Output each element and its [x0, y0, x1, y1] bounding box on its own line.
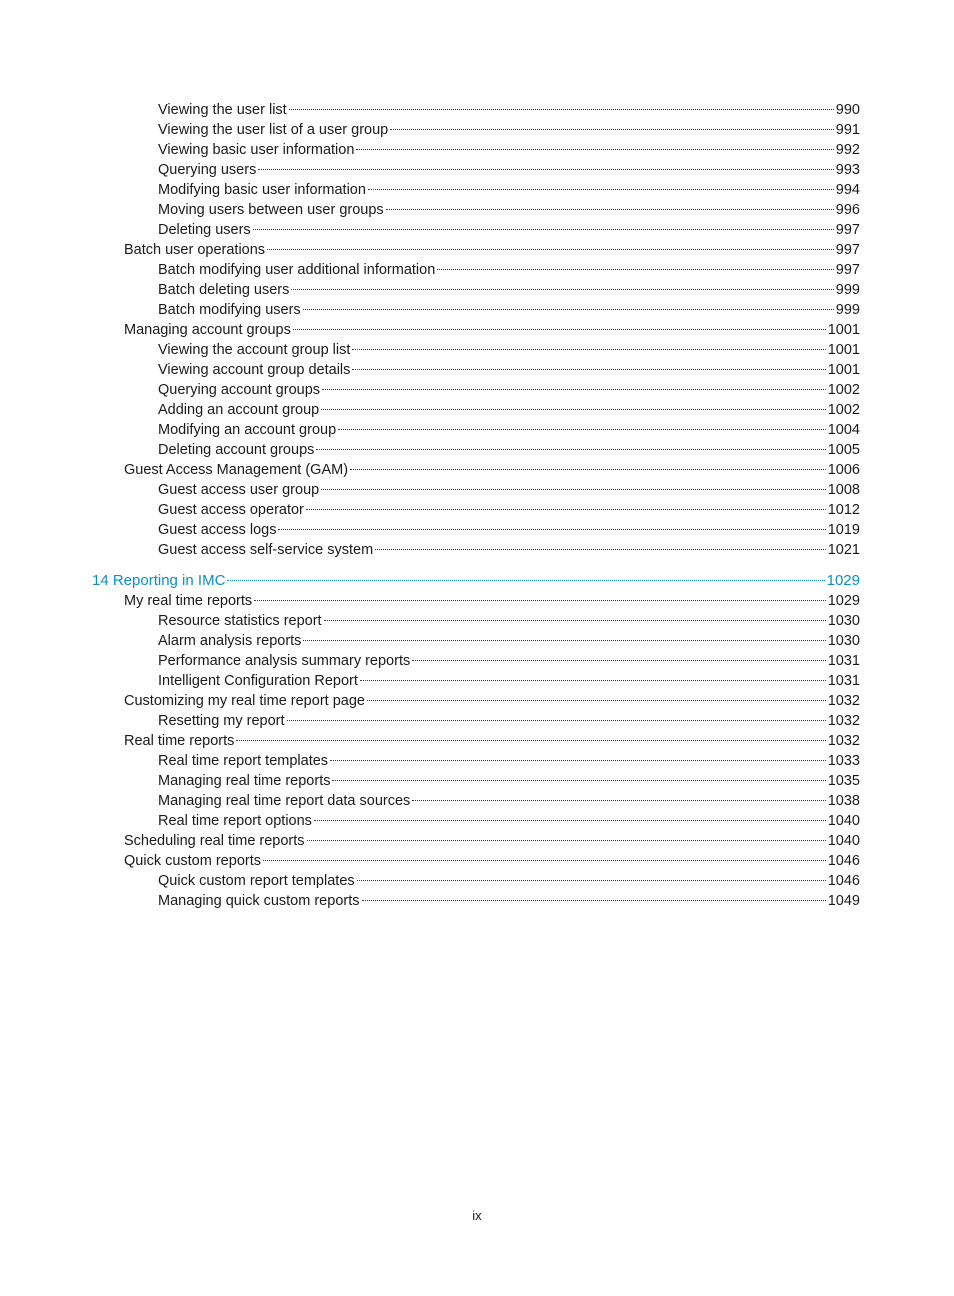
- toc-entry-title: Modifying basic user information: [158, 182, 366, 198]
- toc-entry-page-number: 997: [835, 262, 860, 278]
- toc-entry-title: Viewing basic user information: [158, 142, 355, 158]
- toc-dot-leader: [352, 349, 825, 350]
- toc-entry[interactable]: [0, 671, 954, 691]
- toc-entry[interactable]: [0, 280, 954, 300]
- toc-dot-leader: [338, 429, 826, 430]
- toc-entry[interactable]: [0, 731, 954, 751]
- toc-entry-page-number: 1032: [827, 733, 860, 749]
- toc-dot-leader: [258, 169, 833, 170]
- toc-dot-leader: [253, 229, 834, 230]
- toc-entry[interactable]: [0, 140, 954, 160]
- toc-entry[interactable]: [0, 400, 954, 420]
- toc-entry-title: Deleting users: [158, 222, 251, 238]
- toc-dot-leader: [390, 129, 834, 130]
- toc-dot-leader: [437, 269, 834, 270]
- toc-dot-leader: [303, 640, 825, 641]
- toc-entry-title: Querying users: [158, 162, 257, 178]
- toc-entry[interactable]: [0, 871, 954, 891]
- toc-dot-leader: [412, 660, 826, 661]
- toc-dot-leader: [287, 720, 826, 721]
- toc-dot-leader: [360, 680, 826, 681]
- toc-entry-title: 14 Reporting in IMC: [92, 572, 226, 589]
- toc-entry-page-number: 1031: [827, 653, 860, 669]
- toc-entry-page-number: 1001: [827, 362, 860, 378]
- toc-dot-leader: [375, 549, 826, 550]
- toc-dot-leader: [321, 489, 826, 490]
- toc-entry-title: Managing account groups: [124, 322, 291, 338]
- toc-entry[interactable]: [0, 771, 954, 791]
- toc-entry-page-number: 990: [835, 102, 860, 118]
- toc-entry-page-number: 1049: [827, 893, 860, 909]
- toc-dot-leader: [314, 820, 826, 821]
- toc-entry-page-number: 996: [835, 202, 860, 218]
- toc-dot-leader: [368, 189, 834, 190]
- toc-chapter-link[interactable]: [0, 570, 954, 591]
- toc-dot-leader: [330, 760, 826, 761]
- toc-dot-leader: [303, 309, 834, 310]
- toc-entry-page-number: 1001: [827, 322, 860, 338]
- toc-entry-page-number: 1046: [827, 853, 860, 869]
- toc-entry-page-number: 991: [835, 122, 860, 138]
- toc-dot-leader: [278, 529, 825, 530]
- toc-entry-page-number: 1032: [827, 693, 860, 709]
- toc-entry-title: Intelligent Configuration Report: [158, 673, 358, 689]
- toc-entry[interactable]: [0, 711, 954, 731]
- toc-entry-title: Customizing my real time report page: [124, 693, 365, 709]
- toc-entry[interactable]: [0, 340, 954, 360]
- toc-entry[interactable]: [0, 611, 954, 631]
- toc-entry[interactable]: [0, 651, 954, 671]
- toc-entry[interactable]: [0, 420, 954, 440]
- page-number: ix: [472, 1208, 482, 1223]
- table-of-contents: [0, 100, 954, 911]
- toc-entry-page-number: 1030: [827, 613, 860, 629]
- toc-entry-title: Moving users between user groups: [158, 202, 384, 218]
- toc-dot-leader: [386, 209, 834, 210]
- toc-entry[interactable]: [0, 811, 954, 831]
- toc-entry[interactable]: [0, 200, 954, 220]
- toc-entry[interactable]: [0, 520, 954, 540]
- toc-dot-leader: [289, 109, 834, 110]
- toc-entry-title: Batch modifying user additional information: [158, 262, 436, 278]
- toc-entry[interactable]: [0, 831, 954, 851]
- toc-entry-title: Managing quick custom reports: [158, 893, 360, 909]
- toc-entry-title: Modifying an account group: [158, 422, 337, 438]
- toc-entry[interactable]: [0, 180, 954, 200]
- toc-dot-leader: [412, 800, 825, 801]
- toc-dot-leader: [362, 900, 826, 901]
- toc-entry-page-number: 1002: [827, 382, 860, 398]
- toc-entry-title: Real time report options: [158, 813, 312, 829]
- toc-entry-title: Resetting my report: [158, 713, 285, 729]
- toc-dot-leader: [367, 700, 826, 701]
- toc-entry[interactable]: [0, 631, 954, 651]
- toc-entry[interactable]: [0, 851, 954, 871]
- toc-dot-leader: [254, 600, 826, 601]
- toc-entry[interactable]: [0, 500, 954, 520]
- toc-dot-leader: [321, 409, 825, 410]
- toc-entry-title: Guest access self-service system: [158, 542, 374, 558]
- toc-entry-page-number: 999: [835, 302, 860, 318]
- toc-entry-page-number: 1046: [827, 873, 860, 889]
- toc-entry[interactable]: [0, 460, 954, 480]
- toc-dot-leader: [306, 509, 826, 510]
- toc-dot-leader: [236, 740, 825, 741]
- toc-entry-title: Quick custom reports: [124, 853, 261, 869]
- toc-entry-page-number: 997: [835, 222, 860, 238]
- toc-entry[interactable]: [0, 380, 954, 400]
- toc-entry-page-number: 997: [835, 242, 860, 258]
- toc-dot-leader: [356, 149, 833, 150]
- toc-entry[interactable]: [0, 240, 954, 260]
- toc-dot-leader: [267, 249, 834, 250]
- toc-entry-page-number: 1008: [827, 482, 860, 498]
- toc-entry[interactable]: [0, 300, 954, 320]
- toc-entry[interactable]: [0, 220, 954, 240]
- toc-dot-leader: [352, 369, 825, 370]
- toc-entry[interactable]: [0, 360, 954, 380]
- toc-entry-title: Batch modifying users: [158, 302, 301, 318]
- toc-entry-title: Deleting account groups: [158, 442, 315, 458]
- toc-dot-leader: [227, 580, 824, 581]
- toc-dot-leader: [332, 780, 825, 781]
- toc-entry-title: My real time reports: [124, 593, 253, 609]
- toc-entry-title: Resource statistics report: [158, 613, 322, 629]
- toc-entry-page-number: 1030: [827, 633, 860, 649]
- toc-entry[interactable]: [0, 160, 954, 180]
- toc-entry-page-number: 1040: [827, 813, 860, 829]
- toc-entry-page-number: 1006: [827, 462, 860, 478]
- toc-entry-page-number: 992: [835, 142, 860, 158]
- toc-entry-title: Real time reports: [124, 733, 235, 749]
- toc-entry[interactable]: [0, 540, 954, 560]
- toc-dot-leader: [293, 329, 826, 330]
- toc-entry-title: Guest Access Management (GAM): [124, 462, 349, 478]
- toc-entry-title: Performance analysis summary reports: [158, 653, 411, 669]
- toc-entry[interactable]: [0, 440, 954, 460]
- toc-entry-page-number: 1019: [827, 522, 860, 538]
- toc-entry-title: Quick custom report templates: [158, 873, 355, 889]
- toc-dot-leader: [350, 469, 826, 470]
- toc-entry-page-number: 1029: [827, 593, 860, 609]
- toc-entry[interactable]: [0, 260, 954, 280]
- toc-entry-page-number: 1038: [827, 793, 860, 809]
- toc-entry-title: Viewing account group details: [158, 362, 351, 378]
- toc-entry-page-number: 1012: [827, 502, 860, 518]
- toc-entry-title: Viewing the account group list: [158, 342, 351, 358]
- toc-entry-title: Alarm analysis reports: [158, 633, 302, 649]
- toc-dot-leader: [322, 389, 826, 390]
- toc-entry-title: Batch deleting users: [158, 282, 290, 298]
- toc-entry-page-number: 1021: [827, 542, 860, 558]
- toc-dot-leader: [307, 840, 826, 841]
- toc-entry-page-number: 1032: [827, 713, 860, 729]
- toc-entry[interactable]: [0, 791, 954, 811]
- toc-entry-title: Viewing the user list of a user group: [158, 122, 389, 138]
- toc-entry-title: Scheduling real time reports: [124, 833, 305, 849]
- toc-entry-title: Managing real time report data sources: [158, 793, 411, 809]
- toc-entry-page-number: 994: [835, 182, 860, 198]
- toc-entry-title: Managing real time reports: [158, 773, 331, 789]
- toc-entry-page-number: 999: [835, 282, 860, 298]
- toc-entry-page-number: 1035: [827, 773, 860, 789]
- toc-entry[interactable]: [0, 691, 954, 711]
- toc-entry[interactable]: [0, 480, 954, 500]
- toc-entry-title: Viewing the user list: [158, 102, 287, 118]
- toc-entry[interactable]: [0, 120, 954, 140]
- toc-entry[interactable]: [0, 751, 954, 771]
- toc-entry-title: Querying account groups: [158, 382, 321, 398]
- toc-entry-page-number: 1002: [827, 402, 860, 418]
- toc-entry-title: Guest access user group: [158, 482, 320, 498]
- toc-entry-title: Guest access operator: [158, 502, 304, 518]
- toc-entry-page-number: 1031: [827, 673, 860, 689]
- toc-entry-page-number: 993: [835, 162, 860, 178]
- toc-entry-page-number: 1029: [826, 572, 860, 589]
- toc-entry-title: Guest access logs: [158, 522, 277, 538]
- toc-entry-page-number: 1004: [827, 422, 860, 438]
- toc-entry-page-number: 1005: [827, 442, 860, 458]
- toc-entry[interactable]: [0, 100, 954, 120]
- toc-entry[interactable]: [0, 320, 954, 340]
- toc-entry-page-number: 1033: [827, 753, 860, 769]
- toc-entry-title: Batch user operations: [124, 242, 266, 258]
- toc-dot-leader: [316, 449, 825, 450]
- toc-dot-leader: [291, 289, 833, 290]
- toc-entry-page-number: 1001: [827, 342, 860, 358]
- toc-entry[interactable]: [0, 591, 954, 611]
- toc-dot-leader: [263, 860, 826, 861]
- toc-entry-page-number: 1040: [827, 833, 860, 849]
- toc-entry[interactable]: [0, 891, 954, 911]
- toc-entry-title: Adding an account group: [158, 402, 320, 418]
- toc-dot-leader: [357, 880, 826, 881]
- toc-dot-leader: [324, 620, 826, 621]
- toc-entry-title: Real time report templates: [158, 753, 329, 769]
